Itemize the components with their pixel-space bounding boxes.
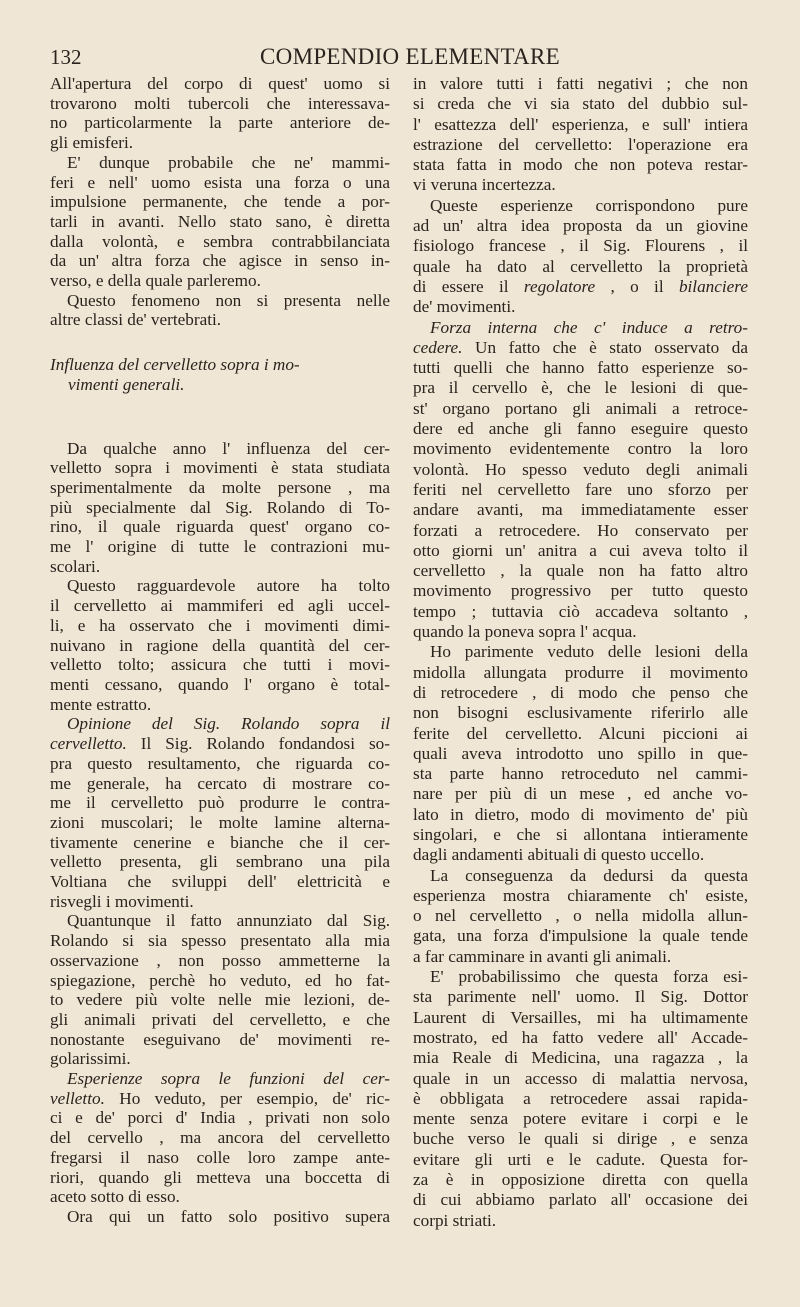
text-line: buche verso le quali si dirige , e senza (413, 1129, 748, 1149)
text-line: il cervelletto ai mammiferi ed agli uccel- (50, 596, 390, 616)
text-line: evitare gli urti e le cadute. Questa for- (413, 1149, 748, 1169)
text-line: in valore tutti i fatti negativi ; che non (413, 74, 748, 93)
text-line: quali aveva introdotto uno spillo in que- (413, 743, 748, 763)
text-line: tivamente cenerine e bianche che il cer- (50, 832, 390, 852)
text-line: pra il cervello è, che le lesioni di que- (413, 378, 748, 398)
italic-text: cedere. (413, 337, 463, 357)
text-line: vi veruna incertezza. (413, 175, 556, 195)
text-line (413, 318, 748, 338)
text-line: sta parimente nell' uomo. Il Sig. Dottor (413, 987, 748, 1007)
text-line: cervelletto , la quale non ha fatto altro (413, 561, 748, 581)
text-line: trovarono molti tubercoli che interessava- (50, 93, 390, 113)
text-line: mostrato, ed ha fatto vedere all' Accade- (413, 1027, 748, 1047)
text-line (50, 734, 390, 754)
text-line: rino, il quale riguarda quest' organo co- (50, 517, 390, 537)
running-title: COMPENDIO ELEMENTARE (260, 44, 560, 69)
text-line: feri e nell' uomo esista una forza o una (50, 172, 390, 192)
text-segment: Un fatto che è stato osservato da (462, 337, 748, 357)
text-line: Ora qui un fatto solo positivo supera (67, 1206, 390, 1226)
text-line: movimento evidentemente contro la loro (413, 439, 748, 459)
text-line: Questo fenomeno non si presenta nelle (67, 290, 390, 310)
text-line: esperienza mostra chiaramente ch' esiste, (413, 885, 748, 905)
right-column (413, 74, 748, 1231)
section-heading (50, 355, 390, 394)
text-line: mia Reale di Medicina, una ragazza , la (413, 1048, 748, 1068)
text-line: andare avanti, ma immediatamente esser (413, 500, 748, 520)
left-column (50, 74, 390, 1227)
text-line: stata fatta in modo che non poteva restar- (413, 155, 748, 175)
text-line: Da qualche anno l' influenza del cer- (67, 438, 390, 458)
text-line: ad un' altra idea proposta da un giovine (413, 216, 748, 236)
text-line: li, e ha osservato che i movimenti dimi- (50, 615, 390, 635)
text-line (413, 277, 748, 297)
text-line: o nel cervelletto , o nella midolla allun- (413, 906, 748, 926)
text-line: fisiologo francese , il Sig. Flourens , il (413, 236, 748, 256)
text-line: vimenti generali. (68, 374, 185, 394)
text-line: sta parte hanno retroceduto nel cammi- (413, 764, 748, 784)
text-line: del cervello , ma ancora del cervelletto (50, 1128, 390, 1148)
text-line: l' esattezza dell' esperienza, e sull' intiera (413, 114, 748, 134)
italic-text: velletto. (50, 1088, 105, 1108)
text-line: tarli in avanti. Nello stato sano, è diretta (50, 211, 390, 231)
text-segment: Ho veduto, per esempio, de' ric- (104, 1088, 390, 1108)
text-line: Ho parimente veduto delle lesioni della (430, 642, 748, 662)
text-line: tutti quelli che hanno fatto esperienze so- (413, 358, 748, 378)
text-line: za è in opposizione diretta con quella (413, 1170, 748, 1190)
text-segment: Il Sig. Rolando fondandosi so- (126, 734, 390, 754)
italic-text: Opinione del Sig. Rolando sopra il (67, 714, 390, 734)
text-block (413, 74, 748, 1231)
text-line: da un' altra forza che agisce in senso in- (50, 251, 390, 271)
text-line: si creda che vi sia stato del dubbio sul- (413, 94, 748, 114)
italic-text: Forza interna che c' induce a retro- (430, 317, 748, 337)
text-line (50, 1089, 390, 1109)
text-line: menti cessano, quando l' organo è total- (50, 674, 390, 694)
text-line: Voltiana che sviluppi dell' elettricità e (50, 872, 390, 892)
text-line: golarissimi. (50, 1049, 131, 1069)
text-line: lato in dietro, modo di movimento de' più (413, 804, 748, 824)
text-line: movimento progressivo per tutto questo (413, 581, 748, 601)
text-line: velletto sopra i movimenti è stata studiata (50, 458, 390, 478)
text-line: nonostante eseguivano de' movimenti re- (50, 1029, 390, 1049)
text-line (50, 1069, 390, 1089)
text-line: corpi striati. (413, 1210, 497, 1230)
text-line: nuivano in ragione della quantità del cer- (50, 635, 390, 655)
italic-text: cervelletto. (50, 734, 127, 754)
text-line: altre classi de' vertebrati. (50, 310, 222, 330)
text-line: osservazione , non posso ammetterne la (50, 950, 390, 970)
text-line: non bisogni esclusivamente riferirlo alle (413, 703, 748, 723)
text-segment: di essere il (413, 276, 524, 296)
italic-text: bilanciere (678, 276, 748, 296)
text-line: no particolarmente la parte anteriore de- (50, 113, 390, 133)
text-line: verso, e della quale parleremo. (50, 271, 261, 291)
text-line: aceto sotto di esso. (50, 1187, 180, 1207)
text-line: sperimentalmente da molte persone , ma (50, 477, 390, 497)
text-line: ferite del cervelletto. Alcuni piccioni ai (413, 723, 748, 743)
text-line: st' organo portano gli animali a retroce- (413, 398, 748, 418)
text-line: Laurent di Versailles, mi ha ultimamente (413, 1007, 748, 1027)
text-line: riori, quando gli metteva una boccetta di (50, 1167, 390, 1187)
text-line: Questo ragguardevole autore ha tolto (67, 576, 390, 596)
text-line: Quantunque il fatto annunziato dal Sig. (67, 911, 390, 931)
text-line: de' movimenti. (413, 297, 516, 317)
text-line: quale in un accesso di malattia nervosa, (413, 1068, 748, 1088)
text-line: me il cervelletto può produrre le contra- (50, 793, 390, 813)
italic-text: Esperienze sopra le funzioni del cer- (67, 1069, 390, 1089)
text-line: ci e de' porci d' India , privati non solo (50, 1108, 390, 1128)
text-line: nare per più di un mese , ed anche vo- (413, 784, 748, 804)
text-line: scolari. (50, 556, 101, 576)
text-line: dalla volontà, e sembra contrabbilanciata (50, 231, 390, 251)
text-line: velletto presenta, gli sembrano una pila (50, 852, 390, 872)
text-line: impulsione permanente, che tende a por- (50, 192, 390, 212)
text-line: midolla allungata produrre il movimento (413, 662, 748, 682)
text-line: quale ha dato al cervelletto la proprietà (413, 256, 748, 276)
text-line: risvegli i movimenti. (50, 891, 194, 911)
text-line (50, 714, 390, 734)
text-line: pra questo resultamento, che riguarda co- (50, 753, 390, 773)
text-line: feriti nel cervelletto fare uno sforzo per (413, 479, 748, 499)
text-line: estrazione del cervelletto: l'operazione era (413, 134, 748, 154)
text-line: quando la poneva sopra l' acqua. (413, 622, 637, 642)
text-line: è obbligata a retrocedere assai rapida- (413, 1088, 748, 1108)
text-line: E' probabilissimo che questa forza esi- (430, 967, 748, 987)
text-block (50, 74, 390, 330)
text-line: gata, una forza d'impulsione la quale tende (413, 926, 748, 946)
text-line: Influenza del cervelletto sopra i mo- (50, 355, 300, 375)
text-line: otto giorni un' anitra a cui aveva tolto il (413, 540, 748, 560)
text-segment: , o il (595, 276, 679, 296)
text-line: dagli andamenti abituali di questo uccello. (413, 845, 705, 865)
page-number: 132 (50, 45, 82, 69)
italic-text: regolatore (523, 276, 596, 296)
text-line: singolari, e che si allontana intieramente (413, 824, 748, 844)
text-line: me generale, ha cercato di mostrare co- (50, 773, 390, 793)
text-line: zioni muscolari; le molte lamine alterna- (50, 812, 390, 832)
text-line: di retrocedere , di modo che penso che (413, 682, 748, 702)
text-line: dere ed anche gli fanno eseguire questo (413, 419, 748, 439)
text-line: forzati a retrocedere. Ho conservato per (413, 520, 748, 540)
text-line: All'apertura del corpo di quest' uomo si (50, 74, 390, 93)
text-line: Rolando si sia spesso presentato alla mia (50, 931, 390, 951)
text-line: mente estratto. (50, 694, 152, 714)
text-line: gli emisferi. (50, 133, 134, 153)
text-line: gli animali privati del cervelletto, e che (50, 1009, 390, 1029)
text-line: velletto tolto; assicura che tutti i movi- (50, 655, 390, 675)
text-line: a far camminare in avanti gli animali. (413, 946, 672, 966)
text-line: Queste esperienze corrispondono pure (430, 195, 748, 215)
text-line: tempo ; tuttavia ciò accadeva soltanto , (413, 601, 748, 621)
text-block (50, 439, 390, 1227)
text-line (413, 338, 748, 358)
text-line: di cui abbiamo parlato all' occasione dei (413, 1190, 748, 1210)
text-line: più specialmente dal Sig. Rolando di To- (50, 497, 390, 517)
text-line: spiegazione, perchè ho veduto, ed ho fat- (50, 970, 390, 990)
text-line: volontà. Ho spesso veduto degli animali (413, 459, 748, 479)
text-line: mente senza potere evitare i corpi e le (413, 1109, 748, 1129)
text-line: to vedere più volte nelle mie lezioni, de- (50, 990, 390, 1010)
text-line: E' dunque probabile che ne' mammi- (67, 152, 390, 172)
text-line: La conseguenza da dedursi da questa (430, 865, 748, 885)
text-line: fregarsi il naso colle loro zampe ante- (50, 1147, 390, 1167)
text-line: me l' origine di tutte le contrazioni mu- (50, 537, 390, 557)
